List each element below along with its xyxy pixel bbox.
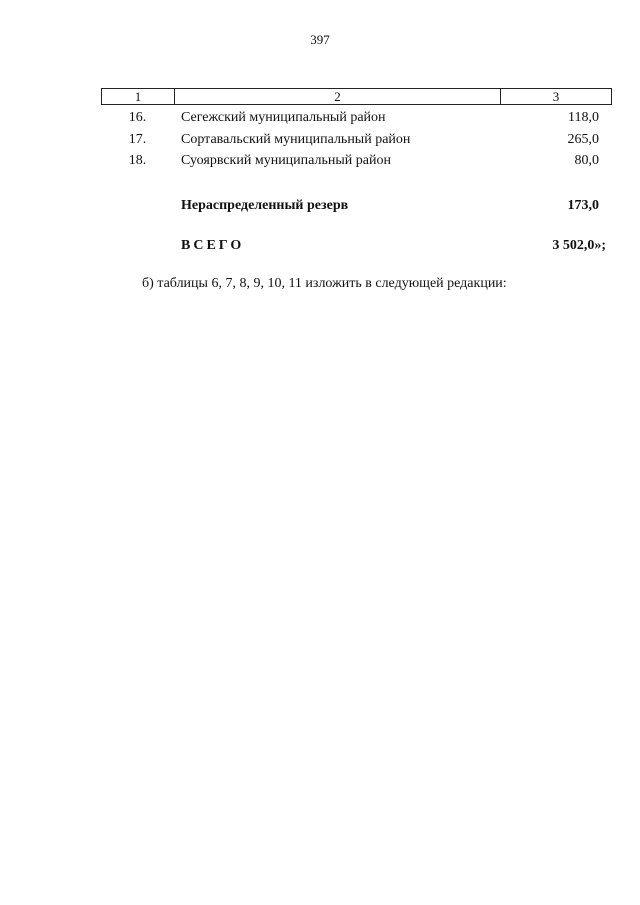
table-header [101,88,612,105]
row-name: Суоярвский муниципальный район [181,153,391,168]
reserve-row [101,196,612,216]
header-col-1: 1 [102,89,175,104]
row-name: Сегежский муниципальный район [181,110,386,125]
page-number: 397 [310,32,330,47]
total-label: ВСЕГО [181,238,245,253]
row-value: 265,0 [567,132,599,147]
row-number: 18. [128,153,147,168]
table-row [101,130,612,150]
row-value: 80,0 [574,153,599,168]
table-row [101,151,612,171]
total-row [101,236,612,256]
table-row [101,108,612,128]
header-col-3: 3 [552,88,560,104]
row-value: 118,0 [568,110,599,125]
total-value: 3 502,0»; [552,238,606,253]
row-number: 16. [128,110,147,125]
row-number: 17. [128,132,147,147]
body-paragraph: б) таблицы 6, 7, 8, 9, 10, 11 изложить в следующей редакции: [142,276,507,291]
row-name: Сортавальский муниципальный район [181,132,411,147]
reserve-value: 173,0 [567,198,599,213]
reserve-label: Нераспределенный резерв [181,198,349,213]
header-col-2: 2 [175,89,501,104]
